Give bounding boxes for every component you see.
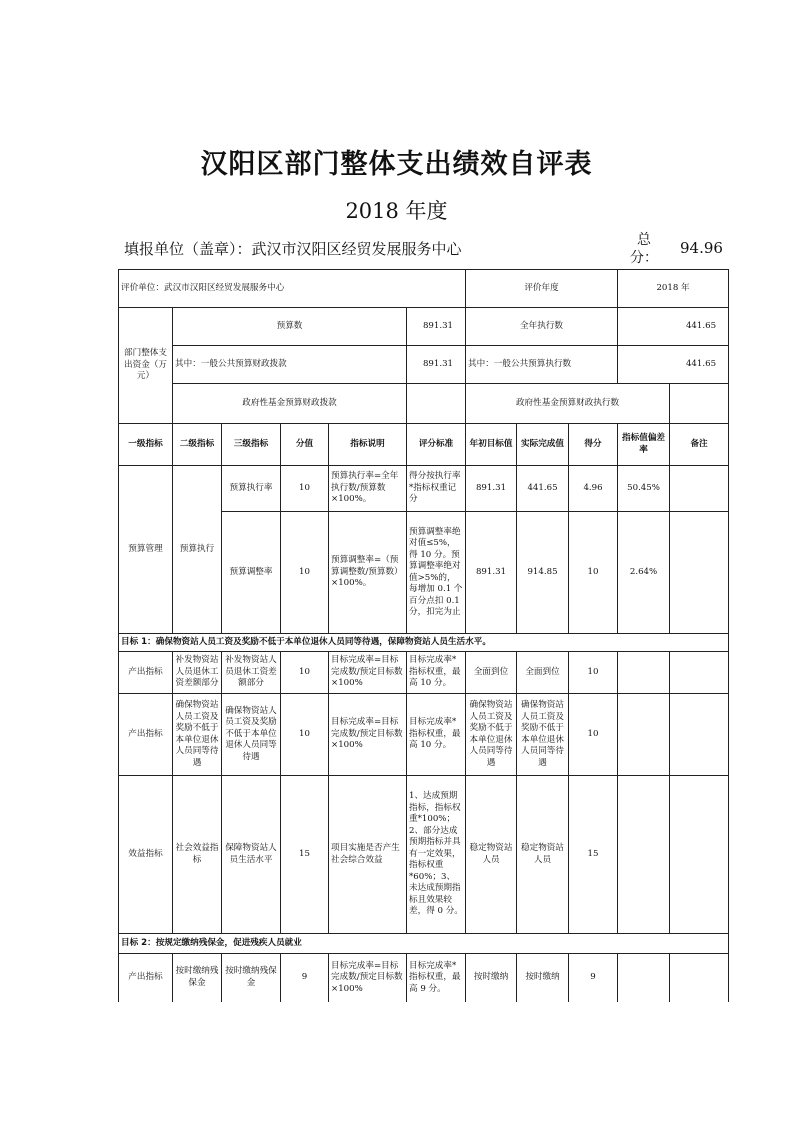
actual-cell: 441.65 (517, 466, 569, 512)
std-cell: 目标完成率*指标权重，最高 9 分。 (407, 954, 466, 1002)
note-cell (670, 954, 729, 1002)
actual-cell: 稳定物资站人员 (517, 776, 569, 934)
general-budget-label: 其中：一般公共预算财政拨款 (173, 346, 407, 384)
col-header: 实际完成值 (517, 424, 569, 466)
actual-cell: 按时缴纳 (517, 954, 569, 1002)
target-cell: 按时缴纳 (466, 954, 517, 1002)
col-header: 指标值偏差率 (618, 424, 670, 466)
level3-cell: 补发物资站人员退休工资差额部分 (222, 652, 281, 694)
level2-cell: 确保物资站人员工资及奖励不低于本单位退休人员同等待遇 (173, 694, 222, 776)
std-cell: 目标完成率*指标权重，最高 10 分。 (407, 652, 466, 694)
got-cell: 9 (569, 954, 618, 1002)
level2-cell: 预算执行 (173, 466, 222, 634)
level3-cell: 预算执行率 (222, 466, 281, 512)
level3-cell: 保障物资站人员生活水平 (222, 776, 281, 934)
desc-cell: 项目实施是否产生社会综合效益 (329, 776, 407, 934)
actual-cell: 确保物资站人员工资及奖励不低于本单位退休人员同等待遇 (517, 694, 569, 776)
exec-value: 441.65 (618, 308, 729, 346)
actual-cell: 914.85 (517, 512, 569, 634)
desc-cell: 目标完成率=目标完成数/预定目标数×100% (329, 694, 407, 776)
col-header: 二级指标 (173, 424, 222, 466)
general-budget-value: 891.31 (407, 346, 466, 384)
funds-row-2 (119, 346, 729, 384)
table-row (119, 694, 729, 776)
goal-row (119, 634, 729, 652)
gov-fund-exec-label: 政府性基金预算财政执行数 (466, 384, 670, 424)
std-cell: 得分按执行率*指标权重记分 (407, 466, 466, 512)
gov-fund-budget-label: 政府性基金预算财政拨款 (173, 384, 407, 424)
note-cell (670, 652, 729, 694)
goal-1: 目标 1：确保物资站人员工资及奖励不低于本单位退休人员同等待遇，保障物资站人员生活水平。 (119, 634, 729, 652)
level2-cell: 按时缴纳残保金 (173, 954, 222, 1002)
level2-cell: 社会效益指标 (173, 776, 222, 934)
score-cell: 10 (281, 652, 329, 694)
level1-cell: 效益指标 (119, 776, 173, 934)
col-header: 备注 (670, 424, 729, 466)
page-title: 汉阳区部门整体支出绩效自评表 (200, 149, 593, 180)
eval-info-row (119, 270, 729, 308)
col-header: 年初目标值 (466, 424, 517, 466)
note-cell (670, 694, 729, 776)
desc-cell: 目标完成率=目标完成数/预定目标数×100% (329, 954, 407, 1002)
dev-cell: 50.45% (618, 466, 670, 512)
level3-cell: 确保物资站人员工资及奖励不低于本单位退休人员同等待遇 (222, 694, 281, 776)
total-score-value: 94.96 (680, 239, 723, 257)
desc-cell: 预算调整率=（预算调整数/预算数）×100%。 (329, 512, 407, 634)
funds-label: 部门整体支出资金（万元） (119, 308, 173, 424)
eval-year-label: 评价年度 (466, 270, 618, 308)
col-header: 一级指标 (119, 424, 173, 466)
dev-cell (618, 694, 670, 776)
gov-fund-budget-value (407, 384, 466, 424)
table-row (119, 652, 729, 694)
table-row (119, 776, 729, 934)
score-cell: 9 (281, 954, 329, 1002)
total-score-label: 总分： (630, 232, 658, 266)
goal-row (119, 934, 729, 954)
goal-2: 目标 2：按规定缴纳残保金，促进残疾人员就业 (119, 934, 729, 954)
gov-fund-exec-value (670, 384, 729, 424)
eval-year: 2018 年 (618, 270, 729, 308)
desc-cell: 目标完成率=目标完成数/预定目标数×100% (329, 652, 407, 694)
report-year: 2018 年度 (345, 199, 448, 223)
std-cell: 预算调整率绝对值≤5%，得 10 分。预算调整率绝对值>5%的，每增加 0.1 个百分点扣 0.1 分，扣完为止 (407, 512, 466, 634)
score-cell: 10 (281, 694, 329, 776)
level1-cell: 产出指标 (119, 694, 173, 776)
std-cell: 目标完成率*指标权重，最高 10 分。 (407, 694, 466, 776)
general-exec-value: 441.65 (618, 346, 729, 384)
table-row (119, 954, 729, 1002)
got-cell: 15 (569, 776, 618, 934)
score-cell: 15 (281, 776, 329, 934)
got-cell: 10 (569, 512, 618, 634)
score-cell: 10 (281, 466, 329, 512)
eval-unit: 评价单位：武汉市汉阳区经贸发展服务中心 (119, 270, 466, 308)
dev-cell: 2.64% (618, 512, 670, 634)
dev-cell (618, 776, 670, 934)
level1-cell: 产出指标 (119, 954, 173, 1002)
target-cell: 891.31 (466, 466, 517, 512)
col-header: 评分标准 (407, 424, 466, 466)
note-cell (670, 466, 729, 512)
target-cell: 全面到位 (466, 652, 517, 694)
level3-cell: 预算调整率 (222, 512, 281, 634)
std-cell: 1、达成预期指标，指标权重*100%；2、部分达成预期指标并具有一定效果，指标权重*60%；3、未达成预期指标且效果较差，得 0 分。 (407, 776, 466, 934)
level1-cell: 预算管理 (119, 466, 173, 634)
got-cell: 10 (569, 652, 618, 694)
dev-cell (618, 954, 670, 1002)
general-exec-label: 其中：一般公共预算执行数 (466, 346, 618, 384)
score-cell: 10 (281, 512, 329, 634)
table-row (119, 466, 729, 512)
fill-unit: 填报单位（盖章）：武汉市汉阳区经贸发展服务中心 (124, 240, 462, 258)
target-cell: 891.31 (466, 512, 517, 634)
level3-cell: 按时缴纳残保金 (222, 954, 281, 1002)
col-header: 三级指标 (222, 424, 281, 466)
got-cell: 4.96 (569, 466, 618, 512)
col-header: 指标说明 (329, 424, 407, 466)
target-cell: 确保物资站人员工资及奖励不低于本单位退休人员同等待遇 (466, 694, 517, 776)
got-cell: 10 (569, 694, 618, 776)
level1-cell: 产出指标 (119, 652, 173, 694)
evaluation-table (118, 269, 729, 1002)
funds-row-1 (119, 308, 729, 346)
budget-label: 预算数 (173, 308, 407, 346)
column-header-row (119, 424, 729, 466)
exec-label: 全年执行数 (466, 308, 618, 346)
col-header: 分值 (281, 424, 329, 466)
budget-value: 891.31 (407, 308, 466, 346)
funds-row-3 (119, 384, 729, 424)
level2-cell: 补发物资站人员退休工资差额部分 (173, 652, 222, 694)
desc-cell: 预算执行率=全年执行数/预算数×100%。 (329, 466, 407, 512)
actual-cell: 全面到位 (517, 652, 569, 694)
note-cell (670, 512, 729, 634)
note-cell (670, 776, 729, 934)
dev-cell (618, 652, 670, 694)
col-header: 得分 (569, 424, 618, 466)
target-cell: 稳定物资站人员 (466, 776, 517, 934)
